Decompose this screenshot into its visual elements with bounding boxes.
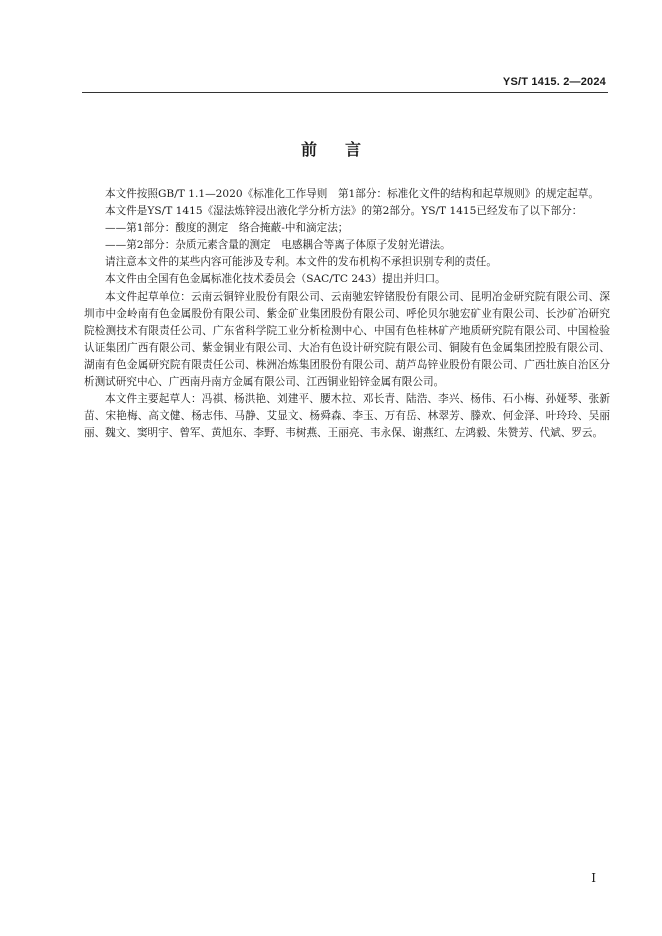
page-number: I — [591, 871, 596, 885]
page-title: 前言 — [300, 140, 389, 159]
foreword-body — [84, 186, 610, 442]
header-rule — [82, 92, 608, 93]
paragraph-drafting-units: 本文件起草单位：云南云铜锌业股份有限公司、云南驰宏锌锗股份有限公司、昆明冶金研究院有限公司、深圳市中金岭南有色金属股份有限公司、紫金矿业集团股份有限公司、呼伦贝尔驰宏矿业有限公司、长沙矿冶研究院检测技术有限责任公司、广东省科学院工业分析检测中心、中国有色桂林矿产地质研究院有限公司、中国检验认证集团广西有限公司、紫金铜业有限公司、大冶有色设计研究院有限公司、铜陵有色金属集团控股有限公司、湖南有色金属研究院有限责任公司、株洲冶炼集团股份有限公司、葫芦岛锌业股份有限公司、广西壮族自治区分析测试研究中心、广西南丹南方金属有限公司、江西铜业铅锌金属有限公司。 — [84, 290, 610, 389]
standard-code: YS/T 1415. 2—2024 — [502, 76, 606, 88]
paragraph-proposer: 本文件由全国有色金属标准化技术委员会（SAC/TC 243）提出并归口。 — [105, 273, 446, 286]
list-item-part-1: ——第1部分：酸度的测定 络合掩蔽-中和滴定法； — [105, 222, 349, 235]
paragraph-drafters: 本文件主要起草人：冯祺、杨洪艳、刘建平、腰木拉、邓长青、陆浩、李兴、杨伟、石小梅、孙娅琴、张新苗、宋艳梅、高文健、杨志伟、马静、艾显文、杨舜森、李玉、万有岳、林翠芳、滕欢、何金泽、叶玲玲、吴丽丽、魏文、窦明宇、曾军、黄旭东、李野、韦树燕、王丽亮、韦永保、谢燕红、左鸿毅、朱赞芳、代斌、罗云。 — [84, 393, 610, 440]
paragraph-patent-notice: 请注意本文件的某些内容可能涉及专利。本文件的发布机构不承担识别专利的责任。 — [105, 256, 497, 269]
paragraph-series-parts: 本文件是YS/T 1415《湿法炼锌浸出液化学分析方法》的第2部分。YS/T 1415已经发布了以下部分： — [105, 205, 583, 218]
paragraph-drafting-rules: 本文件按照GB/T 1.1—2020《标准化工作导则 第1部分：标准化文件的结构和起草规则》的规定起草。 — [105, 188, 599, 200]
list-item-part-2: ——第2部分：杂质元素含量的测定 电感耦合等离子体原子发射光谱法。 — [105, 239, 451, 252]
